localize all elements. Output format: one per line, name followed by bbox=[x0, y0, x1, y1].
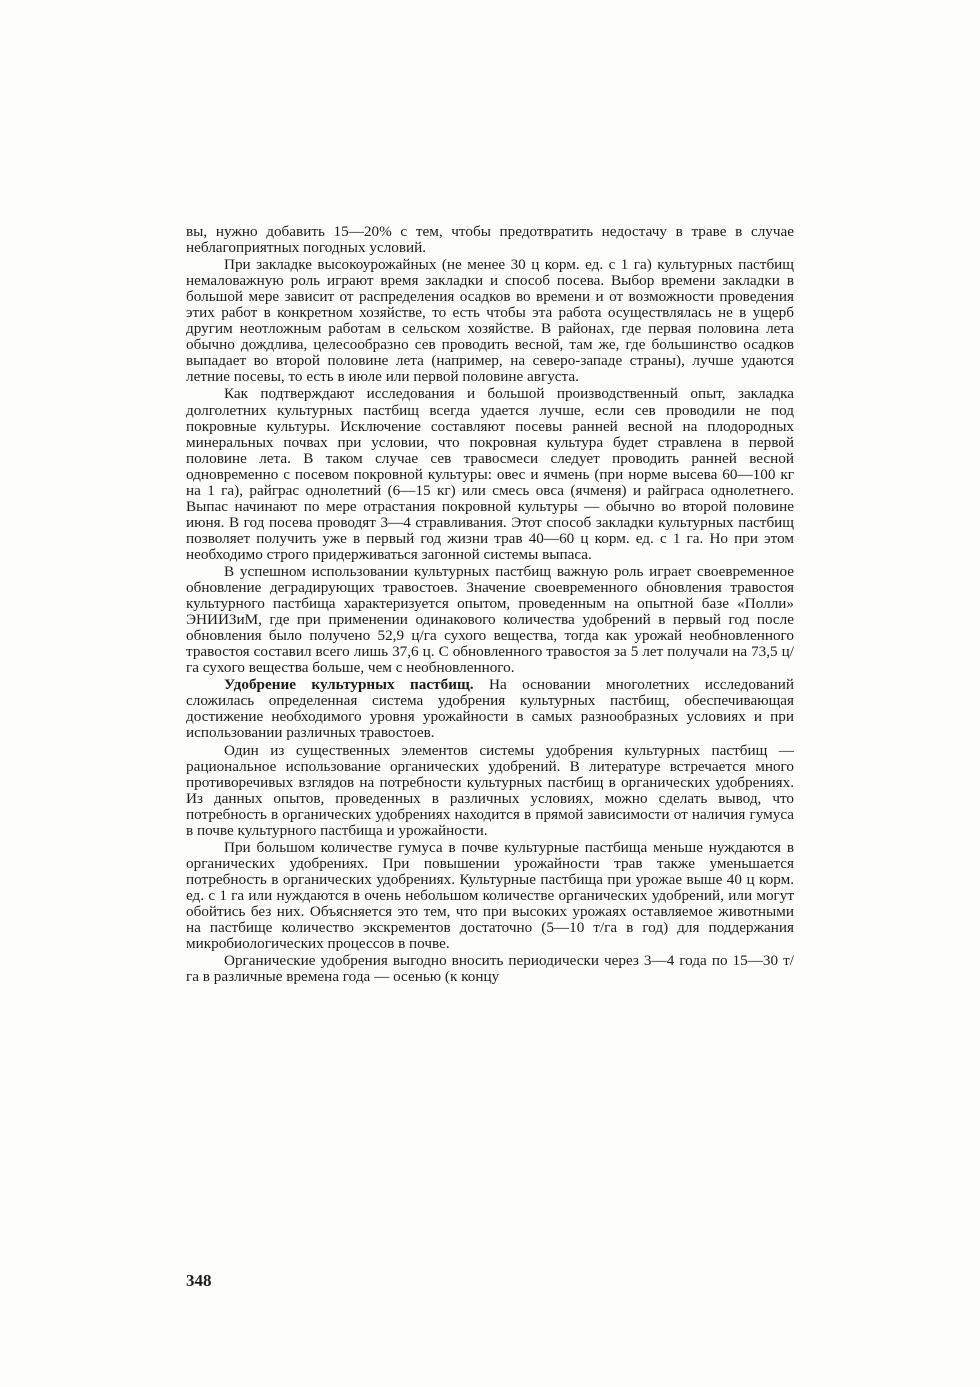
paragraph-continuation: вы, нужно добавить 15—20% с тем, чтобы предотвратить недостачу в траве в случае неблагоприятных погодных условий. bbox=[186, 223, 794, 257]
paragraph: Как подтверждают исследования и большой производственный опыт, закладка долголетних культурных пастбищ всегда удается лучше, если сев проводили не под покровные культуры. Исключение составляют посевы ранней весной на плодородных минеральных почвах при условии, что покровная культура будет стравлена в первой половине лета. В таком случае сев травосмеси следует проводить ранней весной одновременно с посевом покровной культуры: овес и ячмень (при норме высева 60—100 кг на 1 га), райграс однолетний (6—15 кг) или смесь овса (ячменя) и райграса однолетнего. Выпас начинают по мере отрастания покровной культуры — обычно во второй половине июня. В год посева проводят 3—4 стравливания. Этот способ закладки культурных пастбищ позволяет получить уже в первый год жизни трав 40—60 ц корм. ед. с 1 га. Но при этом необходимо строго придерживаться загонной системы выпаса. bbox=[186, 385, 794, 563]
page-number: 348 bbox=[186, 1271, 212, 1290]
body-text bbox=[186, 224, 794, 985]
paragraph: Органические удобрения выгодно вносить периодически через 3—4 года по 15—30 т/га в различные времена года — осенью (к концу bbox=[186, 952, 794, 986]
paragraph: При большом количестве гумуса в почве культурные пастбища меньше нуждаются в органических удобрениях. При повышении урожайности трав также уменьшается потребность в органических удобрениях. Культурные пастбища при урожае выше 40 ц корм. ед. с 1 га или нуждаются в очень небольшом количестве органических удобрений, или могут обойтись без них. Объясняется это тем, что при высоких урожаях оставляемое животными на пастбище количество экскрементов достаточно (5—10 т/га в год) для поддержания микробиологических процессов в почве. bbox=[186, 838, 794, 953]
run-in-heading: Удобрение культурных пастбищ. bbox=[224, 676, 474, 694]
paragraph: При закладке высокоурожайных (не менее 30 ц корм. ед. с 1 га) культурных пастбищ немаловажную роль играют время закладки и способ посева. Выбор времени закладки в большой мере зависит от распределения осадков во времени и от возможности проведения этих работ в конкретном хозяйстве, то есть чтобы эта работа осуществлялась не в ущерб другим неотложным работам в сельском хозяйстве. В районах, где первая половина лета обычно дождлива, целесообразно сев проводить весной, там же, где большинство осадков выпадает во второй половине лета (например, на северо-западе страны), лучше удаются летние посевы, то есть в июле или первой половине августа. bbox=[186, 256, 794, 386]
paragraph: В успешном использовании культурных пастбищ важную роль играет своевременное обновление деградирующих травостоев. Значение своевременного обновления травостоя культурного пастбища характеризуется опытом, проведенным на опытной базе «Полли» ЭНИИЗиМ, где при применении одинакового количества удобрений в первый год после обновления было получено 52,9 ц/га сухого вещества, тогда как урожай необновленного травостоя составил всего лишь 37,6 ц. С обновленного травостоя за 5 лет получали на 73,5 ц/га сухого вещества больше, чем с необновленного. bbox=[186, 562, 794, 677]
paragraph: Один из существенных элементов системы удобрения культурных пастбищ — рациональное использование органических удобрений. В литературе встречается много противоречивых взглядов на потребности культурных пастбищ в органических удобрениях. Из данных опытов, проведенных в различных условиях, можно сделать вывод, что потребность в органических удобрениях находится в прямой зависимости от наличия гумуса в почве культурного пастбища и урожайности. bbox=[186, 741, 794, 839]
paragraph-section-heading: Удобрение культурных пастбищ. На основании многолетних исследований сложилась определенная система удобрения культурных пастбищ, обеспечивающая достижение необходимого уровня урожайности в самых разнообразных условиях и при использовании различных травостоев. bbox=[186, 676, 795, 742]
